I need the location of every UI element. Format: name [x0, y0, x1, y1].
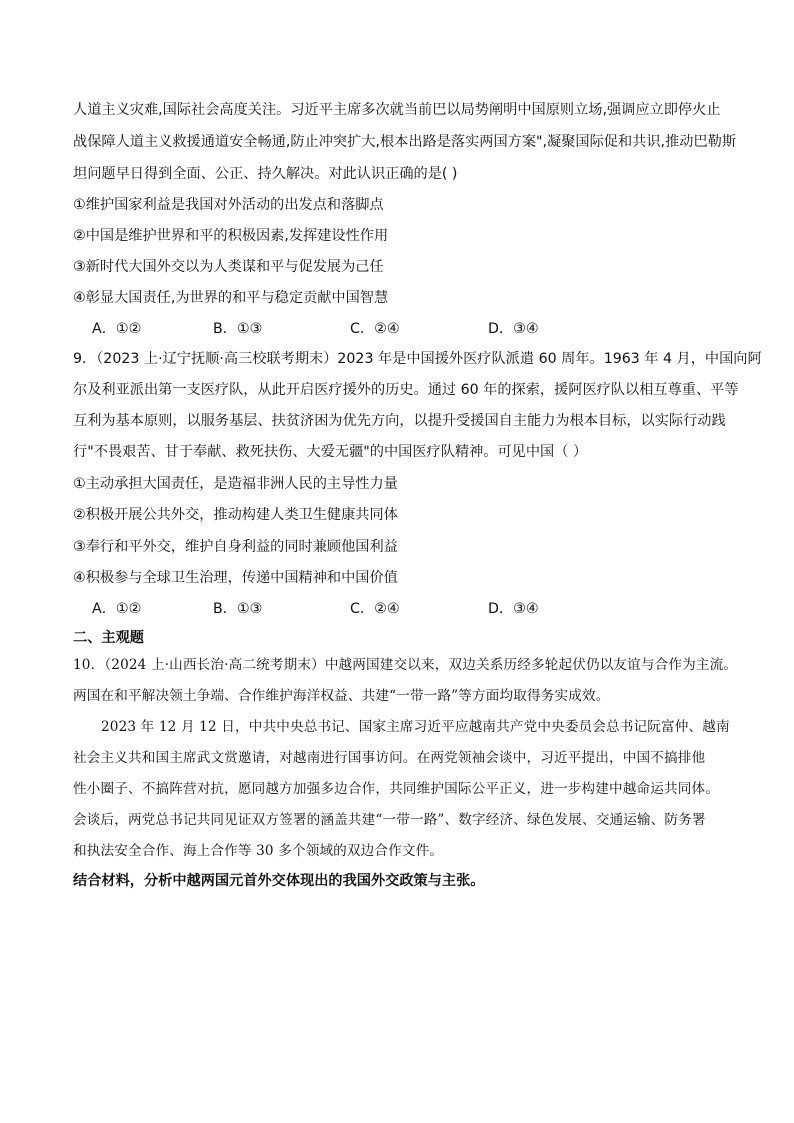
q8-item-2: ②中国是维护世界和平的积极因素,发挥建设性作用 [73, 228, 389, 244]
q9-option-d[interactable]: D．③④ [488, 601, 539, 617]
q10-line-1: 10．（2024 上·山西长治·高二统考期末）中越两国建交以来，双边关系历经多轮起伏仍以友谊与合作为主流。 [73, 657, 738, 673]
q8-item-1: ①维护国家利益是我国对外活动的出发点和落脚点 [73, 197, 384, 213]
q9-item-4: ④积极参与全球卫生治理，传递中国精神和中国价值 [73, 570, 398, 586]
q8-option-a[interactable]: A．①② [92, 321, 142, 337]
q10-line-4: 社会主义共和国主席武文赏邀请，对越南进行国事访问。在两党领袖会谈中，习近平提出，中国不搞排他 [73, 750, 706, 766]
q9-item-3: ③奉行和平外交，维护自身利益的同时兼顾他国利益 [73, 539, 398, 555]
q9-line-1: 9．（2023 上·辽宁抚顺·高三校联考期末）2023 年是中国援外医疗队派遣 60 周年。1963 年 4 月，中国向阿 [73, 351, 762, 367]
q9-item-2: ②积极开展公共外交，推动构建人类卫生健康共同体 [73, 507, 398, 523]
q10-line-3: 2023 年 12 月 12 日，中共中央总书记、国家主席习近平应越南共产党中央委员会总书记阮富仲、越南 [101, 719, 730, 735]
q8-item-4: ④彰显大国责任,为世界的和平与稳定贡献中国智慧 [73, 290, 389, 306]
q8-item-3: ③新时代大国外交以为人类谋和平与促发展为己任 [73, 259, 384, 275]
q9-option-b[interactable]: B．①③ [213, 601, 263, 617]
q8-line-3: 坦问题早日得到全面、公正、持久解决。对此认识正确的是( ) [73, 166, 458, 182]
q10-line-5: 性小圈子、不搞阵营对抗，愿同越方加强多边合作，共同维护国际公平正义，进一步构建中越命运共同体。 [73, 781, 719, 797]
q9-item-1: ①主动承担大国责任，是造福非洲人民的主导性力量 [73, 476, 398, 492]
q8-option-c[interactable]: C．②④ [350, 321, 400, 337]
q10-line-2: 两国在和平解决领土争端、合作维护海洋权益、共建“一带一路”等方面均取得务实成效。 [73, 688, 610, 704]
q9-option-c[interactable]: C．②④ [350, 601, 400, 617]
q9-line-2: 尔及利亚派出第一支医疗队，从此开启医疗援外的历史。通过 60 年的探索，援阿医疗队以相互尊重、平等 [73, 382, 739, 398]
q10-prompt: 结合材料，分析中越两国元首外交体现出的我国外交政策与主张。 [73, 873, 485, 889]
q8-line-1: 人道主义灾难,国际社会高度关注。习近平主席多次就当前巴以局势阐明中国原则立场,强调应立即停火止 [73, 102, 721, 118]
q9-option-a[interactable]: A．①② [92, 601, 142, 617]
q10-line-7: 和执法安全合作、海上合作等 30 多个领域的双边合作文件。 [73, 843, 444, 859]
q9-line-4: 行"不畏艰苦、甘于奉献、救死扶伤、大爱无疆"的中国医疗队精神。可见中国（ ） [73, 444, 588, 460]
q10-line-6: 会谈后，两党总书记共同见证双方签署的涵盖共建“一带一路”、数字经济、绿色发展、交通运输、防务署 [73, 812, 706, 828]
q8-line-2: 战保障人道主义救援通道安全畅通,防止冲突扩大,根本出路是落实两国方案",凝聚国际促和共识,推动巴勒斯 [73, 134, 737, 150]
q9-line-3: 互利为基本原则，以服务基层、扶贫济困为优先方向，以提升受援国自主能力为根本目标，以实际行动践 [73, 413, 726, 429]
section-title: 二、主观题 [73, 630, 144, 646]
q8-option-b[interactable]: B．①③ [213, 321, 263, 337]
q8-option-d[interactable]: D．③④ [488, 321, 539, 337]
